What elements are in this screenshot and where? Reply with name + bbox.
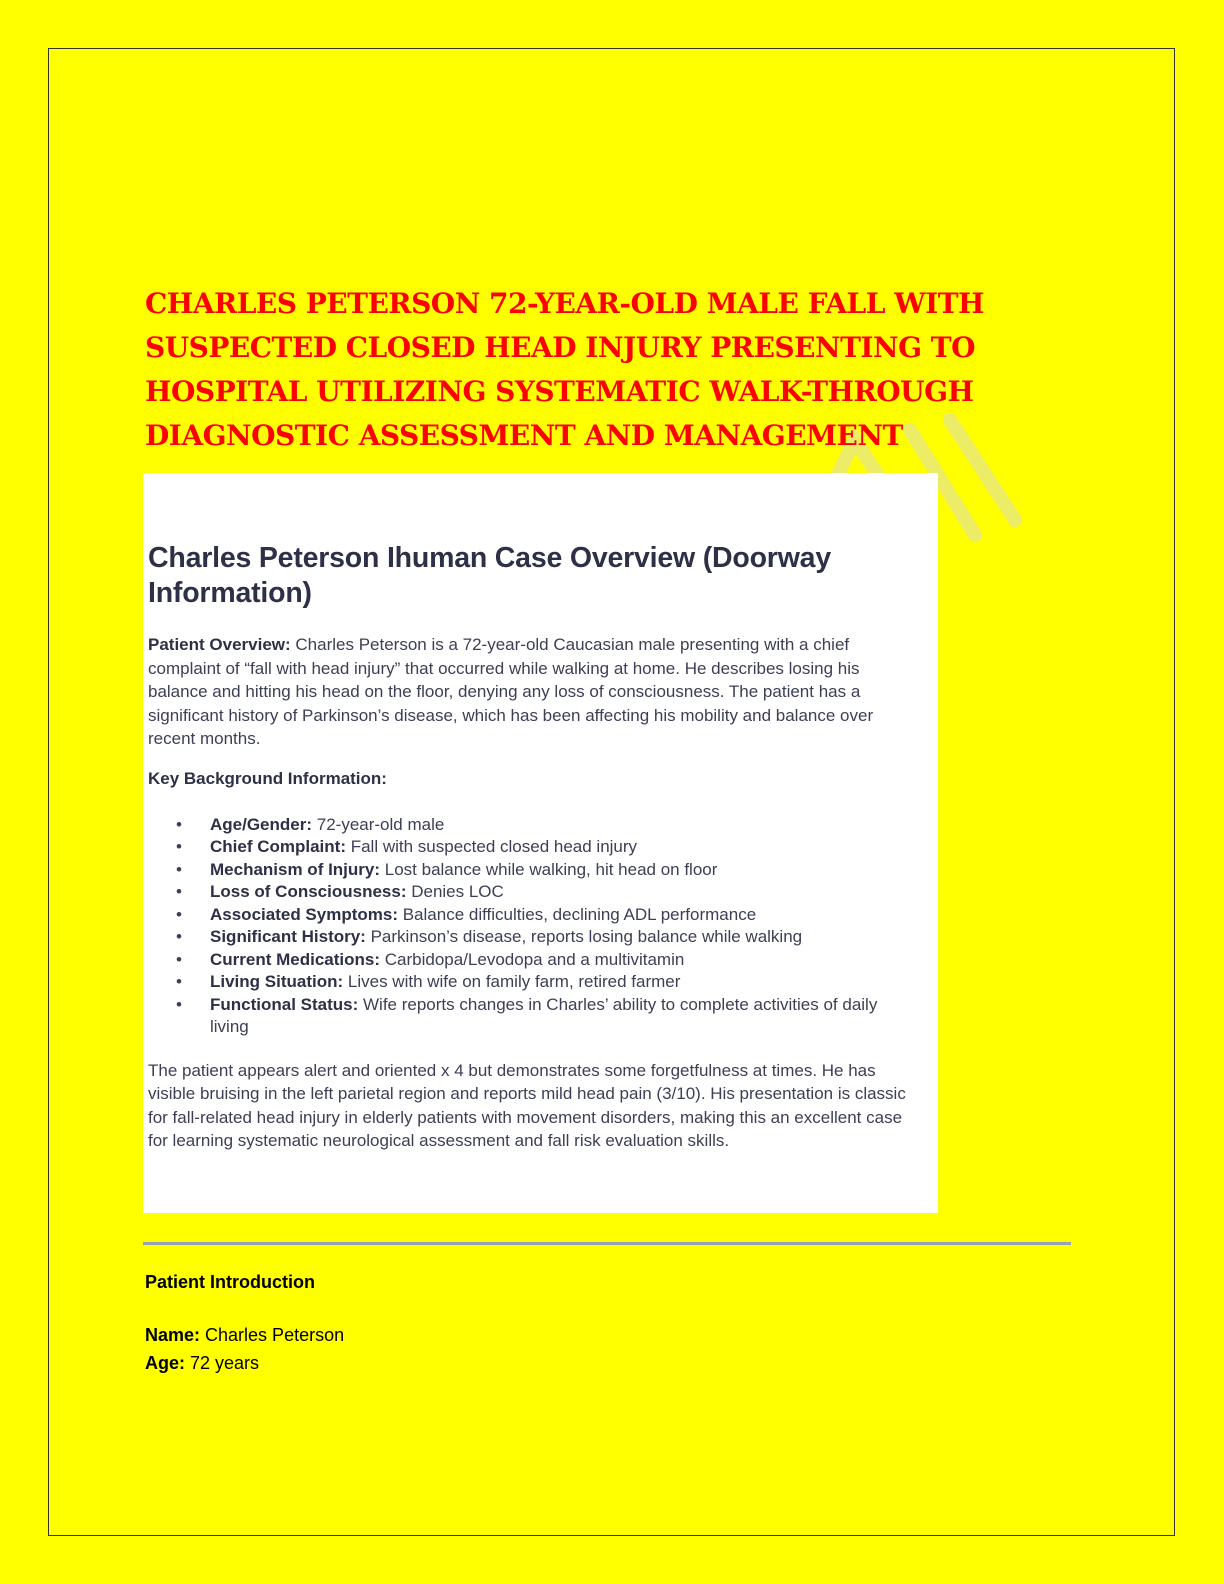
list-item-text: Fall with suspected closed head injury [346,837,638,856]
list-item-text: Balance difficulties, declining ADL performance [398,904,757,924]
name-row [145,1321,344,1349]
patient-introduction-heading: Patient Introduction [145,1272,315,1292]
list-item [210,926,918,949]
name-label: Name: [145,1325,201,1345]
list-item-label: Living Situation: [210,972,344,991]
key-background-list [148,814,918,1039]
name-value: Charles Peterson [200,1325,345,1345]
list-item-label: Associated Symptoms: [210,904,398,924]
case-overview-heading: Charles Peterson Ihuman Case Overview (Doorway Information) [148,542,831,609]
list-item [210,949,918,972]
list-item-label: Chief Complaint: [210,837,346,856]
list-item [210,814,918,837]
horizontal-rule [143,1242,1071,1245]
list-item-text: Denies LOC [406,882,504,901]
list-item-label: Functional Status: [210,994,359,1014]
list-item-label: Loss of Consciousness: [210,882,407,901]
list-item-label: Age/Gender: [210,814,313,834]
patient-overview-paragraph [148,633,918,751]
list-item-text: 72-year-old male [312,814,445,834]
age-value: 72 years [185,1353,260,1373]
key-background-heading: Key Background Information: [148,768,387,788]
age-row [145,1349,344,1377]
list-item-text: Wife reports changes in Charles’ ability to complete activities of daily living [210,994,878,1036]
list-item-text: Lost balance while walking, hit head on floor [380,859,718,879]
age-label: Age: [145,1353,185,1373]
closing-paragraph: The patient appears alert and oriented x 4 but demonstrates some forgetfulness at times. He has visible bruising in the left parietal region and reports mild head pain (3/10). His presentation is classic for fall-related head injury in elderly patients with movement disorders, making this an excellent case for learning systematic neurological assessment and fall risk evaluation skills. [148,1060,906,1150]
list-item [210,971,918,994]
list-item [210,836,918,859]
list-item-text: Lives with wife on family farm, retired farmer [343,972,681,991]
list-item [210,994,918,1039]
case-overview-image [143,473,938,1213]
list-item [210,904,918,927]
list-item-label: Significant History: [210,927,366,946]
list-item-label: Mechanism of Injury: [210,859,381,879]
patient-overview-label: Patient Overview: [148,635,291,654]
list-item-text: Carbidopa/Levodopa and a multivitamin [380,949,685,969]
list-item-text: Parkinson’s disease, reports losing balance while walking [365,927,803,946]
list-item [210,859,918,882]
patient-introduction [145,1270,344,1377]
document-title: CHARLES PETERSON 72-YEAR-OLD MALE FALL WITH SUSPECTED CLOSED HEAD INJURY PRESENTING TO HOSPITAL UTILIZING SYSTEMATIC WALK-THROUGH DIAGNOSTIC ASSESSMENT AND MANAGEMENT [145,287,985,452]
list-item-label: Current Medications: [210,949,381,969]
patient-overview-text: Charles Peterson is a 72-year-old Caucasian male presenting with a chief complaint of “fall with head injury” that occurred while walking at home. He describes losing his balance and hitting his head on the floor, denying any loss of consciousness. The patient has a significant history of Parkinson’s disease, which has been affecting his mobility and balance over recent months. [148,635,874,748]
list-item [210,881,918,904]
